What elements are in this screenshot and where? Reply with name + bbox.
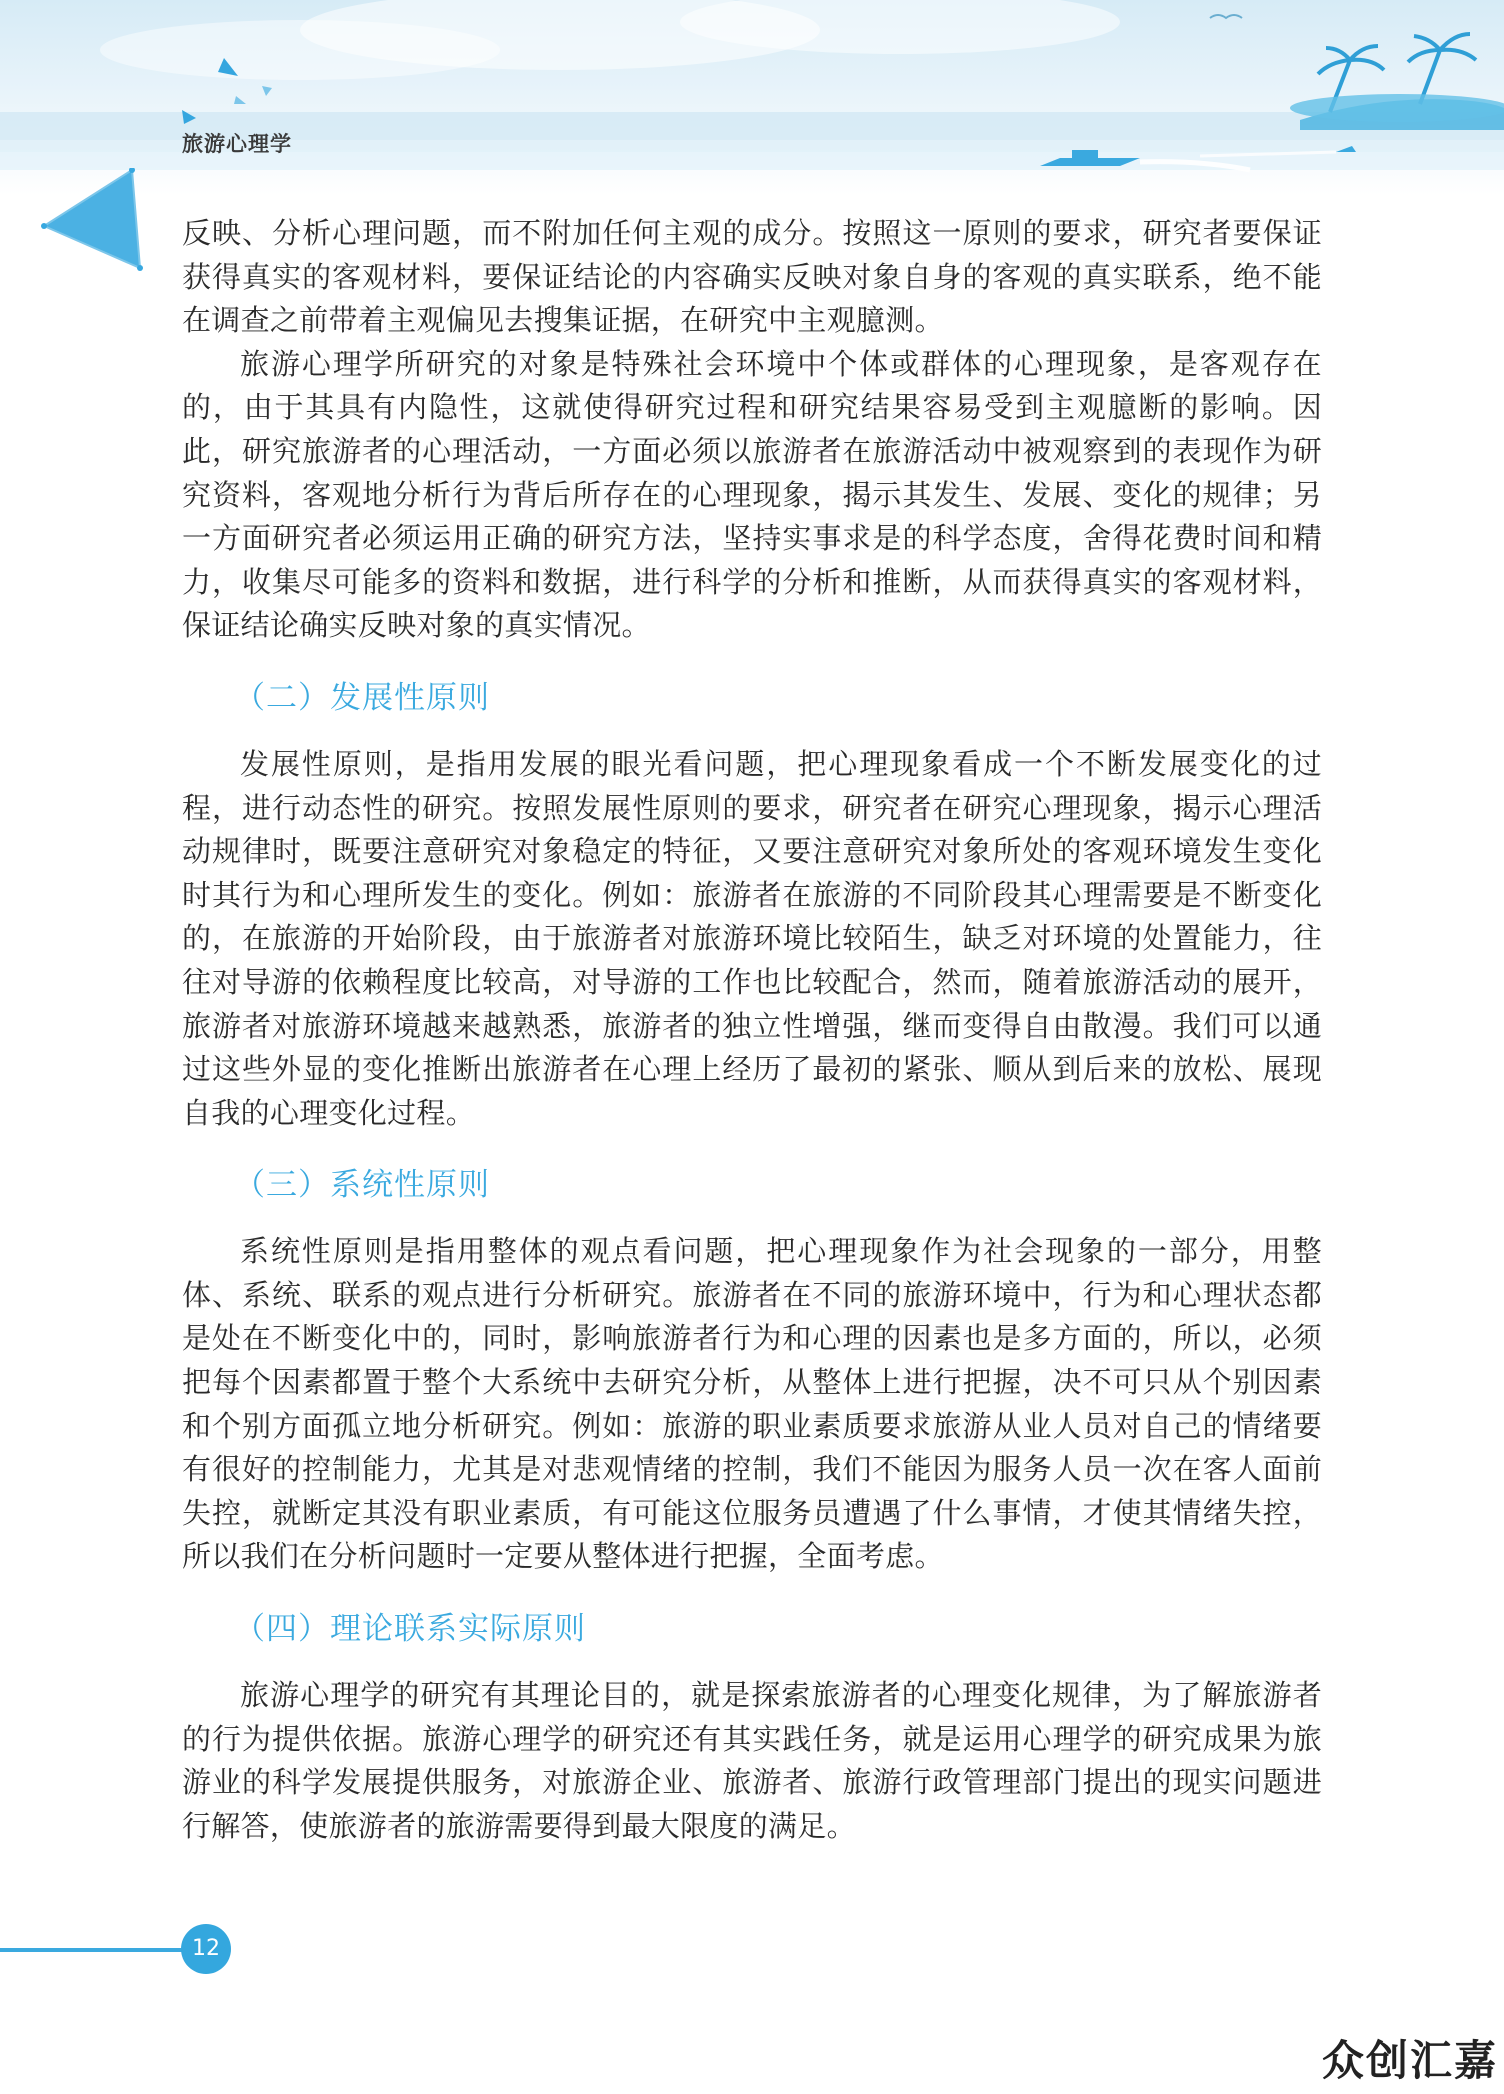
running-head-book-title: 旅游心理学 xyxy=(182,132,292,156)
section-heading: （二）发展性原则 xyxy=(234,679,490,716)
body-paragraph: 旅游心理学所研究的对象是特殊社会环境中个体或群体的心理现象，是客观存在的，由于其具有内隐性，这就使得研究过程和研究结果容易受到主观臆断的影响。因此，研究旅游者的心理活动，一方面必须以旅游者在旅游活动中被观察到的表现作为研究资料，客观地分析行为背后所存在的心理现象，揭示其发生、发展、变化的规律；另一方面研究者必须运用正确的研究方法，坚持实事求是的科学态度，舍得花费时间和精力，收集尽可能多的资料和数据，进行科学的分析和推断，从而获得真实的客观材料，保证结论确实反映对象的真实情况。 xyxy=(182,346,1322,643)
body-paragraph: 系统性原则是指用整体的观点看问题，把心理现象作为社会现象的一部分，用整体、系统、联系的观点进行分析研究。旅游者在不同的旅游环境中，行为和心理状态都是处在不断变化中的，同时，影响旅游者行为和心理的因素也是多方面的，所以，必须把每个因素都置于整个大系统中去研究分析，从整体上进行把握，决不可只从个别因素和个别方面孤立地分析研究。例如：旅游的职业素质要求旅游从业人员对自己的情绪要有很好的控制能力，尤其是对悲观情绪的控制，我们不能因为服务人员一次在客人面前失控，就断定其没有职业素质，有可能这位服务员遭遇了什么事情，才使其情绪失控，所以我们在分析问题时一定要从整体进行把握，全面考虑。 xyxy=(182,1234,1322,1574)
body-paragraph: 反映、分析心理问题，而不附加任何主观的成分。按照这一原则的要求，研究者要保证获得真实的客观材料，要保证结论的内容确实反映对象自身的客观的真实联系，绝不能在调查之前带着主观偏见去搜集证据，在研究中主观臆测。 xyxy=(182,216,1322,338)
page-body xyxy=(182,212,1322,1848)
section-heading: （四）理论联系实际原则 xyxy=(234,1611,586,1648)
page-number-badge: 12 xyxy=(181,1924,231,1974)
header-banner xyxy=(0,0,1504,195)
publisher-watermark: 众创汇嘉 xyxy=(1321,2036,1498,2085)
body-paragraph: 发展性原则，是指用发展的眼光看问题，把心理现象看成一个不断发展变化的过程，进行动态性的研究。按照发展性原则的要求，研究者在研究心理现象，揭示心理活动规律时，既要注意研究对象稳定的特征，又要注意研究对象所处的客观环境发生变化时其行为和心理所发生的变化。例如：旅游者在旅游的不同阶段其心理需要是不断变化的，在旅游的开始阶段，由于旅游者对旅游环境比较陌生，缺乏对环境的处置能力，往往对导游的依赖程度比较高，对导游的工作也比较配合，然而，随着旅游活动的展开，旅游者对旅游环境越来越熟悉，旅游者的独立性增强，继而变得自由散漫。我们可以通过这些外显的变化推断出旅游者在心理上经历了最初的紧张、顺从到后来的放松、展现自我的心理变化过程。 xyxy=(182,746,1322,1130)
body-paragraph: 旅游心理学的研究有其理论目的，就是探索旅游者的心理变化规律，为了解旅游者的行为提供依据。旅游心理学的研究还有其实践任务，就是运用心理学的研究成果为旅游业的科学发展提供服务，对旅游企业、旅游者、旅游行政管理部门提出的现实问题进行解答，使旅游者的旅游需要得到最大限度的满足。 xyxy=(182,1678,1322,1843)
footer-accent-line xyxy=(0,1948,185,1952)
section-heading: （三）系统性原则 xyxy=(234,1167,490,1204)
beach-scene-illustration xyxy=(0,0,1504,195)
corner-triangle-decoration xyxy=(40,168,150,278)
